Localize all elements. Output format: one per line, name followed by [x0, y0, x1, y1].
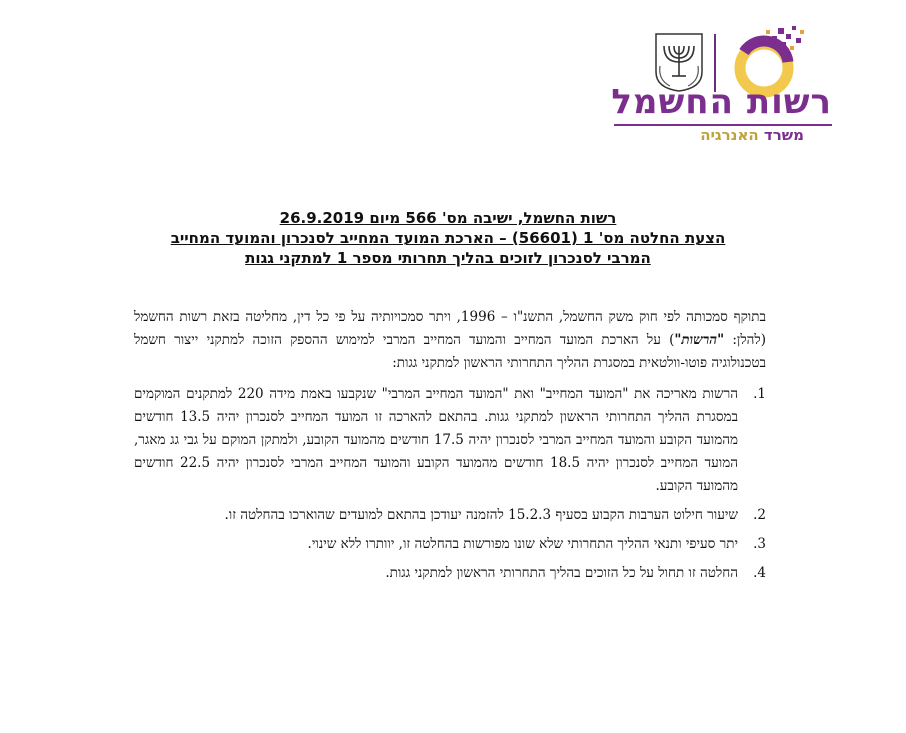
document-body — [134, 306, 766, 591]
intro-emphasis: "הרשות" — [674, 332, 725, 348]
decision-list — [134, 383, 766, 585]
brand-name: רשות החשמל — [611, 82, 832, 122]
ministry-name — [600, 126, 804, 144]
ministry-accent: האנרגיה — [700, 126, 759, 144]
item-text: שיעור חילוט הערבות הקבוע בסעיף 15.2.3 להזמנה יעודכן בהתאם למועדים שהוארכו בהחלטה זו. — [224, 507, 738, 523]
intro-paragraph — [134, 306, 766, 375]
title-line-2: הצעת החלטה מס' 1 (56601) – הארכת המועד המחייב לסנכרון והמועד המחייב — [170, 229, 726, 247]
title-line-1: רשות החשמל, ישיבה מס' 566 מיום 26.9.2019 — [279, 209, 617, 227]
intro-text-2: ) על הארכת המועד המחייב והמועד המחייב המרבי למימוש ההספק הזוכה למתקני ייצור חשמל בטכנולוגיה פוטו-וולטאית במסגרת ההליך התחרותי הראשון למתקני גגות: — [134, 332, 766, 371]
intro-text-1: בתוקף סמכותה לפי חוק משק החשמל, התשנ"ו – 1996, ויתר סמכויותיה על פי כל דין, מחליטה בזאת רשות החשמל (להלן: — [134, 309, 766, 348]
ministry-prefix: משרד — [758, 126, 804, 144]
list-item — [134, 562, 766, 585]
title-line-3: המרבי לסנכרון לזוכים בהליך תחרותי מספר 1 למתקני גגות — [245, 249, 651, 267]
item-text: יתר סעיפי ותנאי ההליך התחרותי שלא שונו מפורשות בהחלטה זו, יוותרו ללא שינוי. — [307, 536, 738, 552]
list-item — [134, 533, 766, 556]
list-item — [134, 504, 766, 527]
item-number: 3. — [753, 536, 766, 552]
list-item — [134, 383, 766, 498]
item-text: הרשות מאריכה את "המועד המחייב" ואת "המועד המחייב המרבי" שנקבעו באמת מידה 220 למתקנים המוקמים במסגרת ההליך התחרותי הראשון למתקני גגות. בהתאם להארכה זו המועד המחייב לסנכרון יהיה 13.5 חודשים מהמועד הקובע והמועד המחייב המרבי לסנכרון יהיה 17.5 חודשים מהמועד הקובע, ולמתקן המוקם על גבי גג מאגר, המועד המחייב לסנכרון יהיה 18.5 חודשים מהמועד הקובע והמועד המחייב המרבי לסנכרון יהיה 22.5 חודשים מהמועד הקובע. — [134, 386, 739, 494]
item-number: 2. — [753, 507, 766, 523]
item-number: 1. — [753, 386, 766, 402]
document-title — [130, 208, 766, 268]
letterhead — [600, 24, 840, 154]
item-text: החלטה זו תחול על כל הזוכים בהליך התחרותי הראשון למתקני גגות. — [385, 565, 738, 581]
item-number: 4. — [753, 565, 766, 581]
